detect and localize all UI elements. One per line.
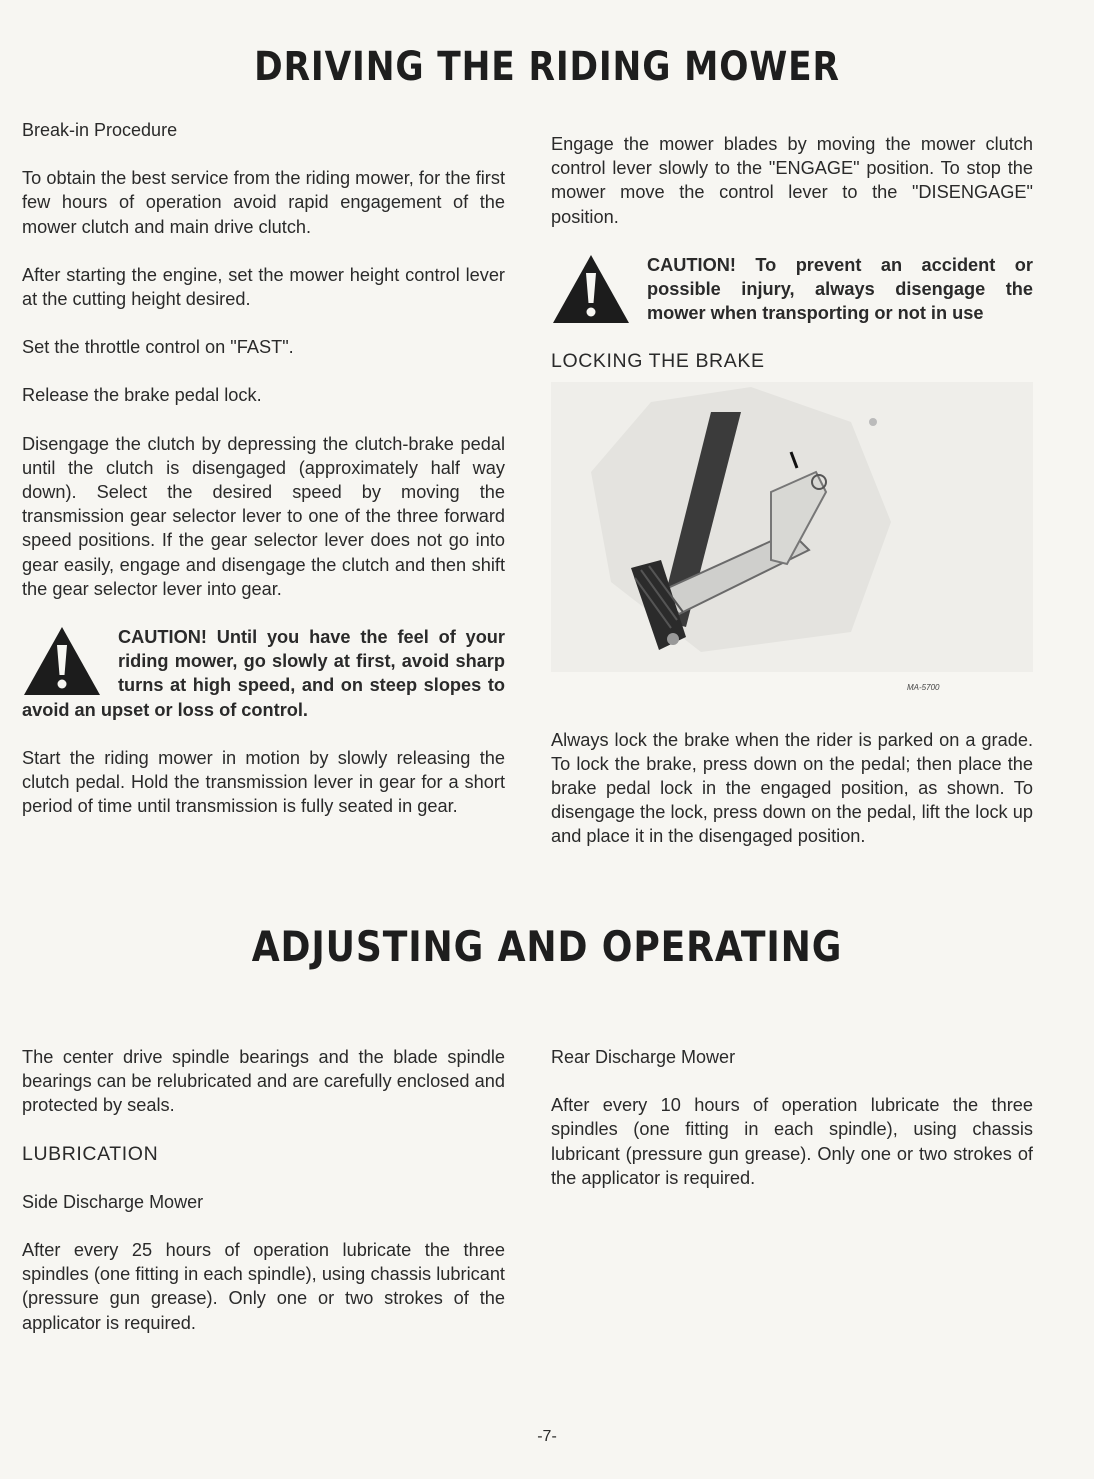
paragraph: After every 25 hours of operation lubricate the three spindles (one fitting in each spindle), using chassis lubricant (pressure gun grease). Only one or two strokes of the applicator is required. <box>22 1240 505 1333</box>
paragraph: Always lock the brake when the rider is parked on a grade. To lock the brake, press down on the pedal; then place the brake pedal lock in the engaged position, as shown. To disengage the lock, press down on the pedal, lift the lock up and place it in the disengaged position. <box>551 729 1033 847</box>
lubrication-heading: LUBRICATION <box>22 1142 159 1165</box>
brake-lock-photo <box>551 382 1033 692</box>
paragraph: After every 10 hours of operation lubricate the three spindles (one fitting in each spindle), using chassis lubricant (pressure gun grease). Only one or two strokes of the applicator is required. <box>551 1095 1033 1188</box>
left-column-lubrication <box>22 1045 505 1359</box>
paragraph: Start the riding mower in motion by slowly releasing the clutch pedal. Hold the transmission lever in gear for a short period of time until transmission is fully seated in gear. <box>22 747 505 817</box>
break-in-heading: Break-in Procedure <box>22 120 178 140</box>
section-title-adjusting: ADJUSTING AND OPERATING <box>251 922 843 971</box>
brake-pedal-illustration <box>551 382 1033 672</box>
locking-brake-heading: LOCKING THE BRAKE <box>551 350 765 373</box>
rear-discharge-heading: Rear Discharge Mower <box>551 1047 736 1067</box>
paragraph: To obtain the best service from the riding mower, for the first few hours of operation avoid rapid engagement of the mower clutch and main drive clutch. <box>22 168 505 237</box>
paragraph: After starting the engine, set the mower height control lever at the cutting height desired. <box>22 264 505 310</box>
caution-box-transport <box>551 253 1033 326</box>
right-column-lubrication <box>551 1045 1033 1214</box>
paragraph: The center drive spindle bearings and the blade spindle bearings can be relubricated and are carefully enclosed and protected by seals. <box>22 1047 505 1116</box>
side-discharge-heading: Side Discharge Mower <box>22 1191 204 1212</box>
warning-triangle-icon <box>551 253 631 325</box>
section-title-driving: DRIVING THE RIDING MOWER <box>254 44 840 90</box>
figure-id: MA-5700 <box>907 682 940 692</box>
caution-box-speed <box>22 625 505 722</box>
warning-triangle-icon <box>22 625 102 697</box>
left-column-driving <box>22 118 505 842</box>
page-number: -7- <box>537 1428 557 1445</box>
caution-text: CAUTION! Until you have the feel of your riding mower, go slowly at first, avoid sharp turns at high speed, and on steep slopes to avoid an upset or loss of control. <box>22 627 505 720</box>
paragraph: Disengage the clutch by depressing the clutch-brake pedal until the clutch is disengaged (approximately half way down). Select the desired speed by moving the transmission gear selector lever to one of the three forward speed positions. If the gear selector lever does not go into gear easily, engage and disengage the clutch and then shift the gear selector lever into gear. <box>22 433 505 599</box>
right-column-driving <box>551 132 1033 873</box>
paragraph: Release the brake pedal lock. <box>22 385 262 406</box>
paragraph: Engage the mower blades by moving the mower clutch control lever slowly to the "ENGAGE" position. To stop the mower move the control lever to the "DISENGAGE" position. <box>551 134 1033 227</box>
caution-text: CAUTION! To prevent an accident or possible injury, always disengage the mower when transporting or not in use <box>647 254 1033 324</box>
paragraph: Set the throttle control on "FAST". <box>22 337 294 358</box>
